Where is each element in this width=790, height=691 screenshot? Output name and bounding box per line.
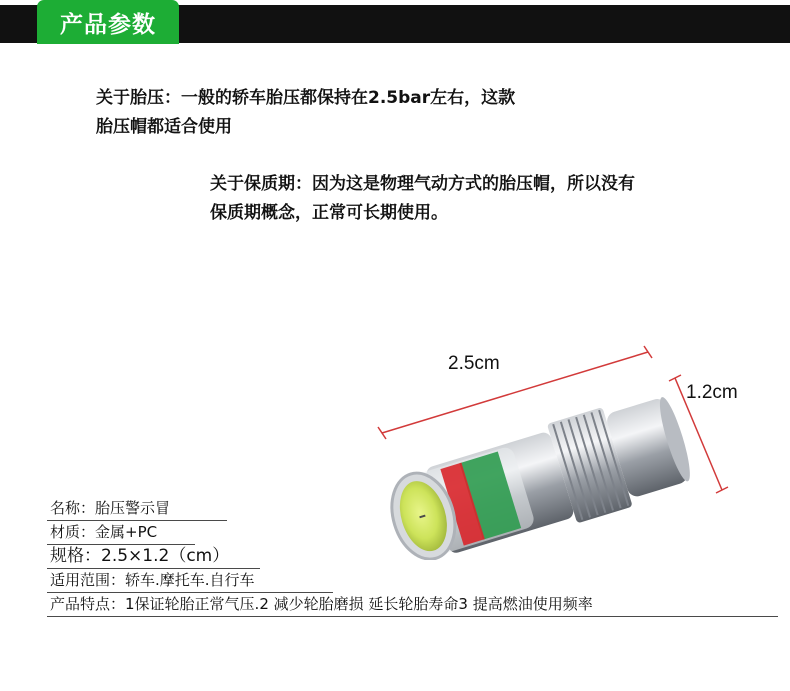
shelf-life-line-2: 保质期概念，正常可长期使用。 — [210, 203, 448, 223]
tire-pressure-note — [96, 84, 656, 142]
spec-features: 产品特点：1保证轮胎正常气压.2 减少轮胎磨损 延长轮胎寿命3 提高燃油使用频率 — [47, 593, 778, 617]
spec-table — [47, 497, 778, 617]
tire-pressure-line-2: 胎压帽都适合使用 — [96, 117, 232, 137]
shelf-life-note — [210, 170, 780, 228]
length-label: 2.5cm — [448, 353, 500, 374]
spec-name: 名称：胎压警示冒 — [47, 497, 227, 521]
spec-size: 规格：2.5×1.2（cm） — [47, 545, 260, 569]
spec-applicable: 适用范围：轿车.摩托车.自行车 — [47, 569, 333, 593]
diameter-label: 1.2cm — [686, 382, 738, 403]
section-tab: 产品参数 — [37, 0, 179, 44]
tire-pressure-line-1: 关于胎压：一般的轿车胎压都保持在2.5bar左右，这款 — [96, 88, 516, 108]
shelf-life-line-1: 关于保质期：因为这是物理气动方式的胎压帽，所以没有 — [210, 174, 635, 194]
spec-material: 材质：金属+PC — [47, 521, 195, 545]
